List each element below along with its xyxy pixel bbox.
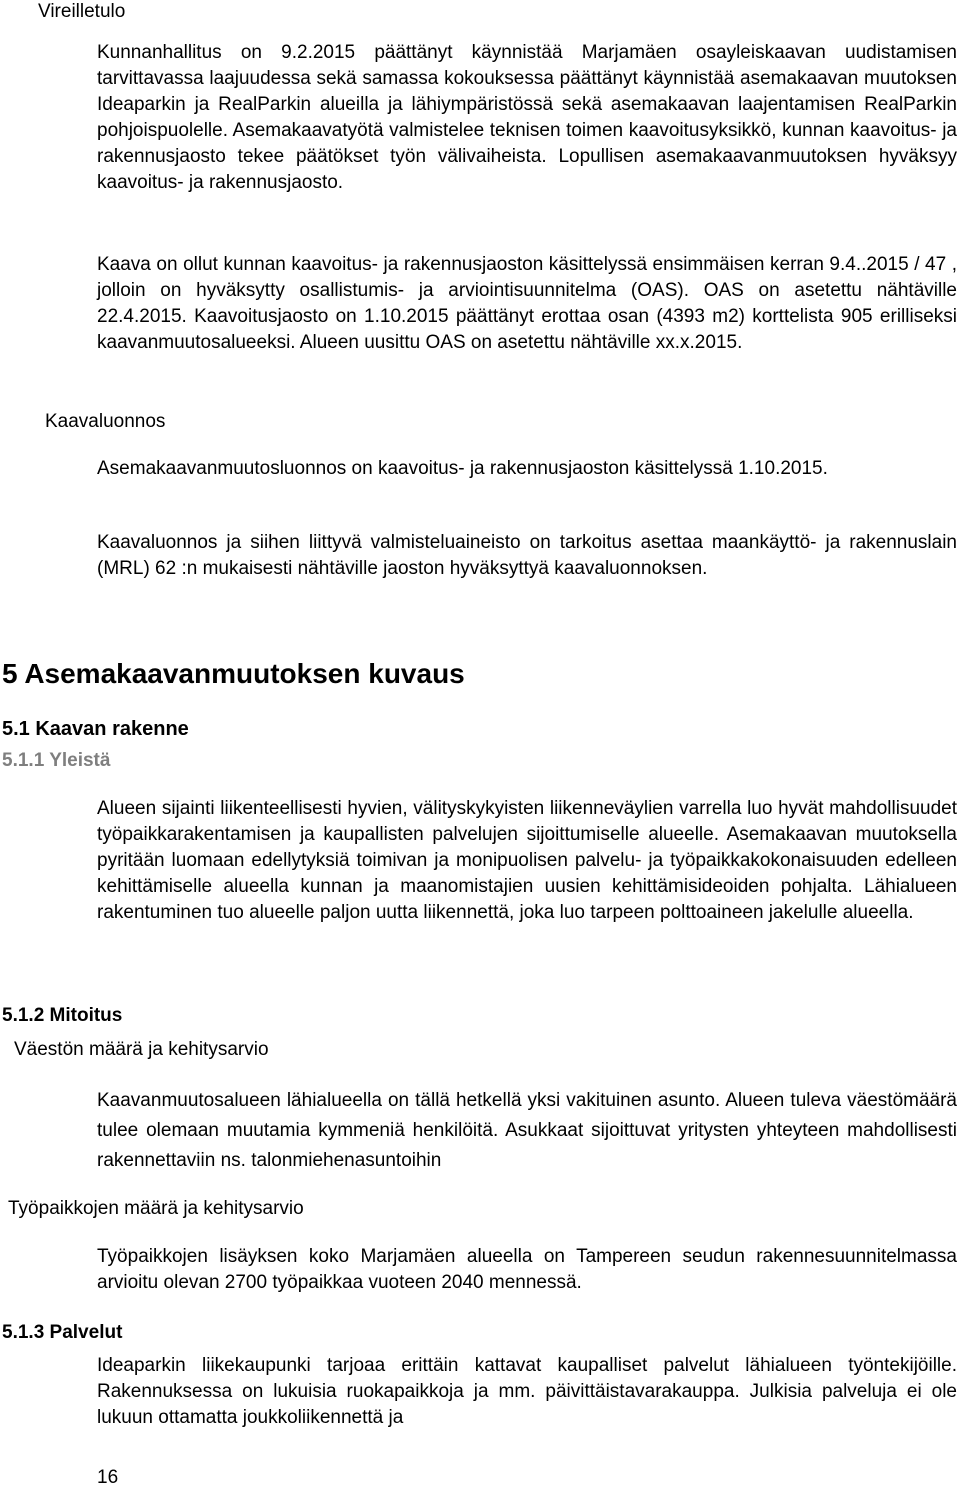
paragraph-tyopaikat: Työpaikkojen lisäyksen koko Marjamäen alueella on Tampereen seudun rakennesuunnitelmassa arvioitu olevan 2700 työpaikkaa vuoteen 2040 mennessä. <box>97 1246 957 1293</box>
heading-5-1-2: 5.1.2 Mitoitus <box>2 1005 123 1026</box>
paragraph-yleista: Alueen sijainti liikenteellisesti hyvien, välityskykyisten liikenneväylien varrella luo hyvät mahdollisuudet työpaikkarakentamisen ja kaupallisten palvelujen sijoittumiselle alueelle. Asemakaavan muutoksella pyritään luomaan edellytyksiä toimivan ja monipuolisen palvelu- ja työpaikkakokonaisuuden edelleen kehittämiselle alueella kunnan ja maanomistajien uusien kehittämisideoiden pohjalta. Lähialueen rakentuminen tuo alueelle paljon uutta liikennettä, joka luo tarpeen polttoaineen jakelulle alueella. <box>97 798 957 923</box>
paragraph-vireilletulo-1: Kunnanhallitus on 9.2.2015 päättänyt käynnistää Marjamäen osayleiskaavan uudistamisen tarvittavassa laajuudessa sekä samassa kokouksessa päättänyt käynnistää asemakaavan muutoksen Ideaparkin ja RealParkin alueilla ja lähiympäristössä sekä asemakaavan laajentamisen RealParkin pohjoispuolelle. Asemakaavatyötä valmistelee teknisen toimen kaavoitusyksikkö, kunnan kaavoitus- ja rakennusjaosto tekee päätökset työn välivaiheista. Lopullisen asemakaavanmuutoksen hyväksyy kaavoitus- ja rakennusjaosto. <box>97 42 957 193</box>
paragraph-kaavaluonnos-1: Asemakaavanmuutosluonnos on kaavoitus- ja rakennusjaoston käsittelyssä 1.10.2015. <box>97 458 828 479</box>
section-label-kaavaluonnos: Kaavaluonnos <box>45 411 166 432</box>
heading-5: 5 Asemakaavanmuutoksen kuvaus <box>2 658 465 689</box>
heading-5-1-3: 5.1.3 Palvelut <box>2 1322 123 1343</box>
heading-5-1-1: 5.1.1 Yleistä <box>2 750 111 771</box>
paragraph-vireilletulo-2: Kaava on ollut kunnan kaavoitus- ja rakennusjaoston käsittelyssä ensimmäisen kerran 9.4..2015 / 47 , jolloin on hyväksytty osallistumis- ja arviointisuunnitelma (OAS). OAS on asetettu nähtäville 22.4.2015. Kaavoitusjaosto on 1.10.2015 päättänyt erottaa osan (4393 m2) korttelista 905 erilliseksi kaavanmuutosalueeksi. Alueen uusittu OAS on asetettu nähtäville xx.x.2015. <box>97 254 957 353</box>
paragraph-palvelut: Ideaparkin liikekaupunki tarjoaa erittäin kattavat kaupalliset palvelut lähialueen työntekijöille. Rakennuksessa on lukuisia ruokapaikkoja ja mm. päivittäistavarakauppa. Julkisia palveluja ei ole lukuun ottamatta joukkoliikennettä ja <box>97 1355 957 1428</box>
section-label-vireilletulo: Vireilletulo <box>38 1 126 22</box>
label-tyopaikat: Työpaikkojen määrä ja kehitysarvio <box>8 1198 304 1219</box>
paragraph-kaavaluonnos-2: Kaavaluonnos ja siihen liittyvä valmisteluaineisto on tarkoitus asettaa maankäyttö- ja rakennuslain (MRL) 62 :n mukaisesti nähtäville jaoston hyväksyttyä kaavaluonnoksen. <box>97 532 957 579</box>
page-number: 16 <box>97 1467 119 1488</box>
heading-5-1: 5.1 Kaavan rakenne <box>2 718 189 740</box>
label-vaesto: Väestön määrä ja kehitysarvio <box>14 1039 269 1060</box>
paragraph-vaesto: Kaavanmuutosalueen lähialueella on tällä hetkellä yksi vakituinen asunto. Alueen tuleva väestömäärä tulee olemaan muutamia kymmeniä henkilöitä. Asukkaat sijoittuvat yritysten yhteyteen mahdollisesti rakennettaviin ns. talonmiehenasuntoihin <box>97 1090 957 1171</box>
